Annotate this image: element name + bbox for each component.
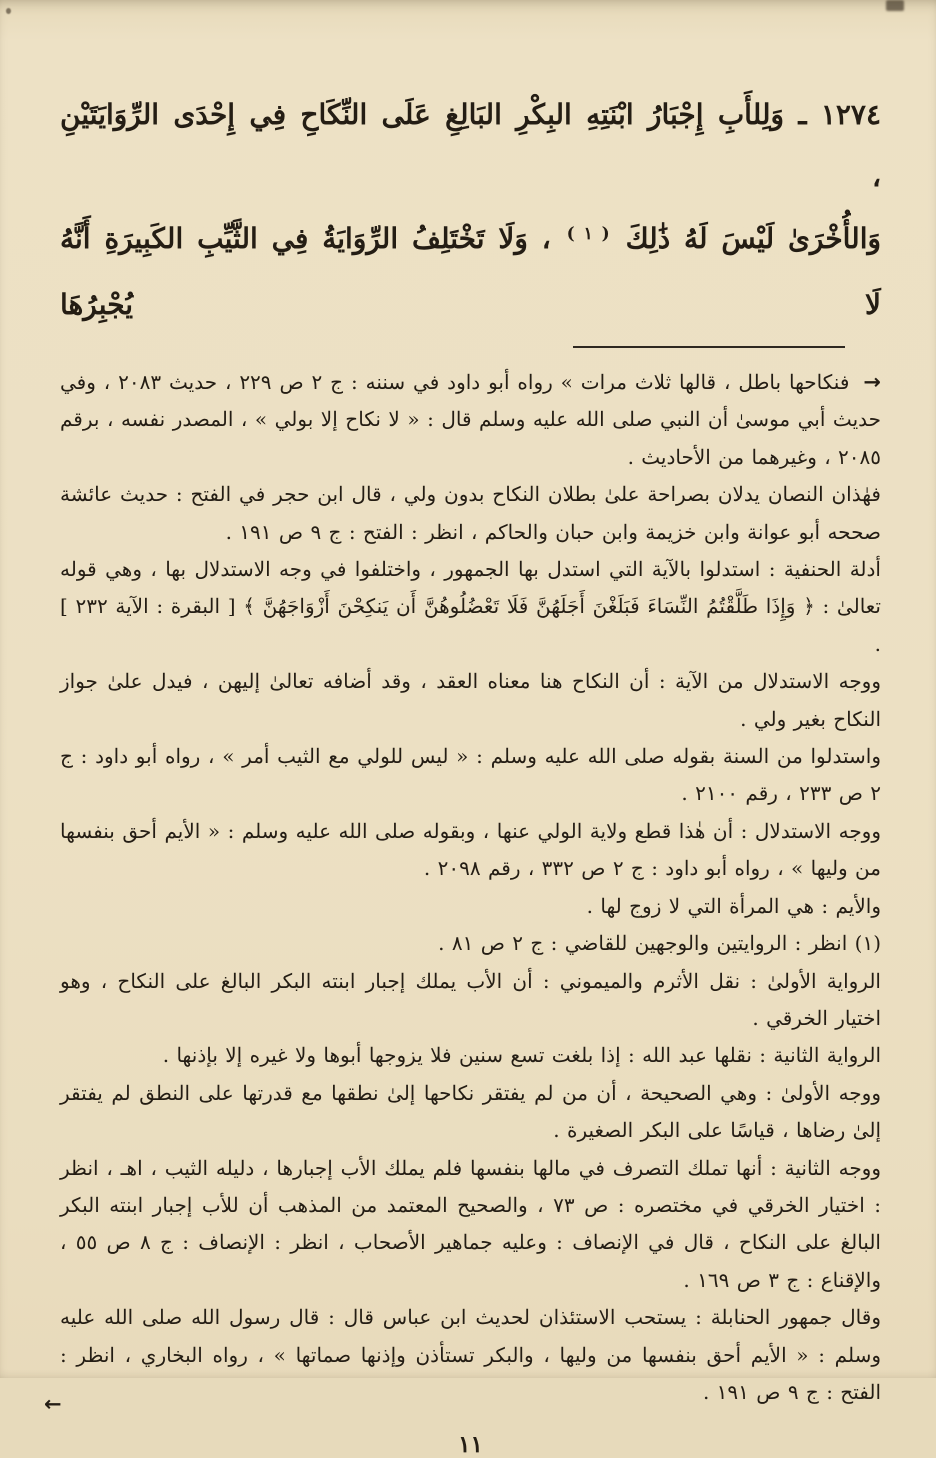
footnote-paragraph: ووجه الثانية : أنها تملك التصرف في مالها بنفسها فلم يملك الأب إجبارها ، دليله الثيب ، اهـ ، انظر : اختيار الخرقي في مختصره : ص ٧٣ ، والصحيح المعتمد من المذهب أن للأب إجبار ابنته البكر البالغ على النكاح ، قال في الإنصاف : وعليه جماهير الأصحاب ، انظر : الإنصاف : ج ٨ ص ٥٥ ، والإقناع : ج ٣ ص ١٦٩ . <box>60 1155 881 1292</box>
page-number: ١١ <box>458 1431 483 1458</box>
main-text-line-1: ١٢٧٤ ـ وَلِلأَبِ إِجْبَارُ ابْنَتِهِ البِكْرِ البَالِغِ عَلَى النِّكَاحِ فِي إِحْدَى الرِّوَايَتَيْنِ ، <box>60 98 881 193</box>
footnote-divider-rule <box>573 346 845 348</box>
scan-speck-artifact <box>6 8 11 14</box>
footnotes-block <box>44 364 881 1416</box>
footnote-paragraph: ووجه الأولىٰ : وهي الصحيحة ، أن من لم يفتقر نكاحها إلىٰ نطقها مع قدرتها على النطق لم يفتقر إلىٰ رضاها ، قياسًا على البكر الصغيرة . <box>60 1080 881 1143</box>
footnote-paragraph: ووجه الاستدلال من الآية : أن النكاح هنا معناه العقد ، وقد أضافه تعالىٰ إليهن ، فيدل علىٰ جواز النكاح بغير ولي . <box>60 669 881 731</box>
main-text-segment: ، وَلَا تَخْتَلِفُ الرِّوَايَةُ فِي الثَّيِّبِ الكَبِيرَةِ أَنَّهُ لَا يُجْبِرُهَا <box>60 222 881 321</box>
main-text-segment: وَالأُخْرَىٰ لَيْسَ لَهُ ذَٰلِكَ <box>625 222 881 255</box>
footnote-text: فنكاحها باطل ، قالها ثلاث مرات » رواه أبو داود في سننه : ج ٢ ص ٢٢٩ ، حديث ٢٠٨٣ ، وفي حديث أبي موسىٰ أن النبي صلى الله عليه وسلم قال : « لا نكاح إلا بولي » ، المصدر نفسه ، برقم ٢٠٨٥ ، وغيرهما من الأحاديث . <box>60 370 881 469</box>
footnote-paragraph: ووجه الاستدلال : أن هٰذا قطع ولاية الولي عنها ، وبقوله صلى الله عليه وسلم : « الأيم أحق بنفسها من وليها » ، رواه أبو داود : ج ٢ ص ٣٣٢ ، رقم ٢٠٩٨ . <box>60 818 881 881</box>
footnote-reference-1: ( ١ ) <box>566 224 610 244</box>
footnote-paragraph <box>44 1299 881 1416</box>
scan-smudge-artifact <box>886 0 904 11</box>
footnote-paragraph <box>60 364 881 476</box>
main-text-line-2 <box>60 208 881 336</box>
footnote-paragraph: الرواية الأولىٰ : نقل الأثرم والميموني : أن الأب يملك إجبار ابنته البكر البالغ على النكاح ، وهو اختيار الخرقي . <box>60 968 881 1030</box>
footnote-paragraph: الرواية الثانية : نقلها عبد الله : إذا بلغت تسع سنين فلا يزوجها أبوها ولا غيره إلا بإذنها . <box>162 1043 881 1068</box>
footnote-paragraph: فهٰذان النصان يدلان بصراحة علىٰ بطلان النكاح بدون ولي ، قال ابن حجر في الفتح : حديث عائشة صححه أبو عوانة وابن خزيمة وابن حبان والحاكم ، انظر : الفتح : ج ٩ ص ١٩١ . <box>60 482 881 544</box>
footnote-paragraph: والأيم : هي المرأة التي لا زوج لها . <box>586 893 881 918</box>
continuation-arrow-bottom-icon: ← <box>44 1391 62 1416</box>
footnote-paragraph: أدلة الحنفية : استدلوا بالآية التي استدل بها الجمهور ، واختلفوا في وجه الاستدلال بها ، وهي قوله تعالىٰ : ﴿ وَإِذَا طَلَّقْتُمُ النِّسَاءَ فَبَلَغْنَ أَجَلَهُنَّ فَلَا تَعْضُلُوهُنَّ أَن يَنكِحْنَ أَزْوَاجَهُنَّ ﴾ [ البقرة : الآية ٢٣٢ ] . <box>60 557 881 656</box>
footnote-text: وقال جمهور الحنابلة : يستحب الاستئذان لحديث ابن عباس قال : قال رسول الله صلى الله عليه وسلم : « الأيم أحق بنفسها من وليها ، والبكر تستأذن وإذنها صماتها » ، رواه البخاري ، انظر : الفتح : ج ٩ ص ١٩١ . <box>60 1305 881 1404</box>
continuation-arrow-top-icon: → <box>863 370 881 394</box>
footnote-paragraph: واستدلوا من السنة بقوله صلى الله عليه وسلم : « ليس للولي مع الثيب أمر » ، رواه أبو داود : ج ٢ ص ٢٣٣ ، رقم ٢١٠٠ . <box>60 744 881 806</box>
main-text-block <box>60 84 881 336</box>
footnote-paragraph: (١) انظر : الروايتين والوجهين للقاضي : ج ٢ ص ٨١ . <box>438 931 881 956</box>
